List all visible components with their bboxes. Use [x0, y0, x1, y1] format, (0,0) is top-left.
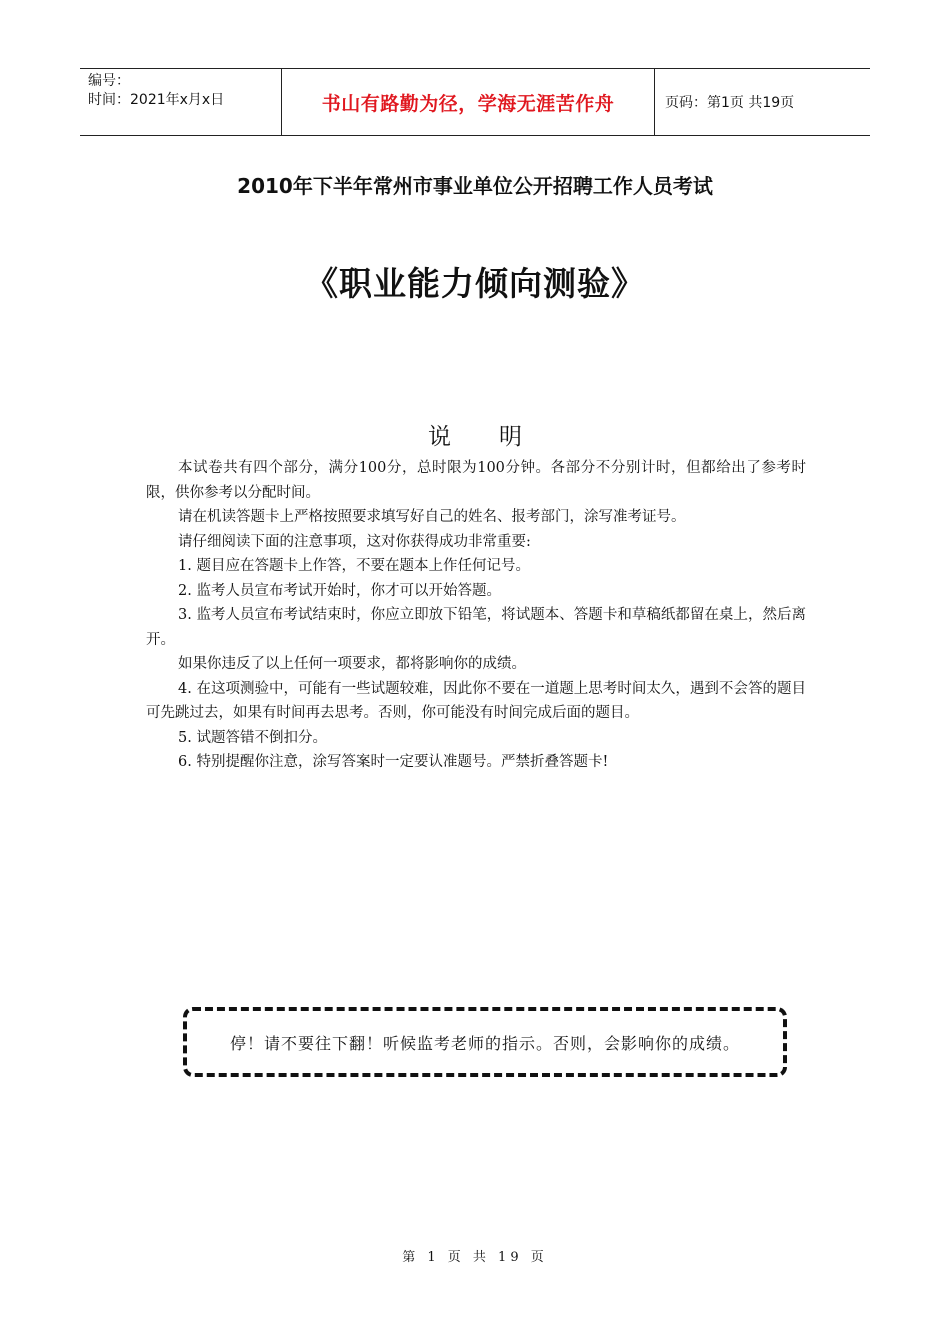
instruction-paragraph: 本试卷共有四个部分，满分100分，总时限为100分钟。各部分不分别计时，但都给出了参考时限，供你参考以分配时间。: [146, 460, 806, 501]
document-date: 时间：2021年x月x日: [88, 92, 225, 108]
section-heading: 说明: [428, 424, 570, 450]
instruction-paragraph: 请在机读答题卡上严格按照要求填写好自己的姓名、报考部门，涂写准考证号。: [178, 509, 686, 525]
instruction-paragraph: 3. 监考人员宣布考试结束时，你应立即放下铅笔，将试题本、答题卡和草稿纸都留在桌上，然后离开。: [146, 607, 806, 648]
instruction-paragraph: 1. 题目应在答题卡上作答，不要在题本上作任何记号。: [178, 558, 530, 574]
exam-title: 2010年下半年常州市事业单位公开招聘工作人员考试: [237, 174, 713, 198]
page-footer: 第 1 页 共 19 页: [402, 1250, 548, 1265]
instruction-paragraph: 请仔细阅读下面的注意事项，这对你获得成功非常重要:: [178, 533, 531, 550]
header-meta-cell: [80, 69, 281, 135]
instruction-paragraph: 5. 试题答错不倒扣分。: [178, 729, 327, 746]
instructions-body: [146, 456, 806, 775]
document-number-label: 编号：: [88, 73, 130, 89]
instruction-paragraph: 2. 监考人员宣布考试开始时，你才可以开始答题。: [178, 582, 501, 599]
stop-notice-box: [183, 1007, 787, 1077]
stop-notice-text: 停！请不要往下翻！听候监考老师的指示。否则，会影响你的成绩。: [229, 1033, 740, 1053]
instruction-paragraph: 4. 在这项测验中，可能有一些试题较难，因此你不要在一道题上思考时间太久，遇到不会答的题目可先跳过去，如果有时间再去思考。否则，你可能没有时间完成后面的题目。: [146, 680, 806, 721]
header-motto: 书山有路勤为径，学海无涯苦作舟: [281, 69, 655, 135]
header-page-info: 页码：第1页 共19页: [665, 95, 795, 111]
instruction-paragraph: 如果你违反了以上任何一项要求，都将影响你的成绩。: [178, 656, 526, 672]
instruction-paragraph: 6. 特别提醒你注意，涂写答案时一定要认准题号。严禁折叠答题卡!: [178, 754, 609, 770]
subject-title: 《职业能力倾向测验》: [305, 264, 645, 303]
header-table: [80, 68, 870, 136]
